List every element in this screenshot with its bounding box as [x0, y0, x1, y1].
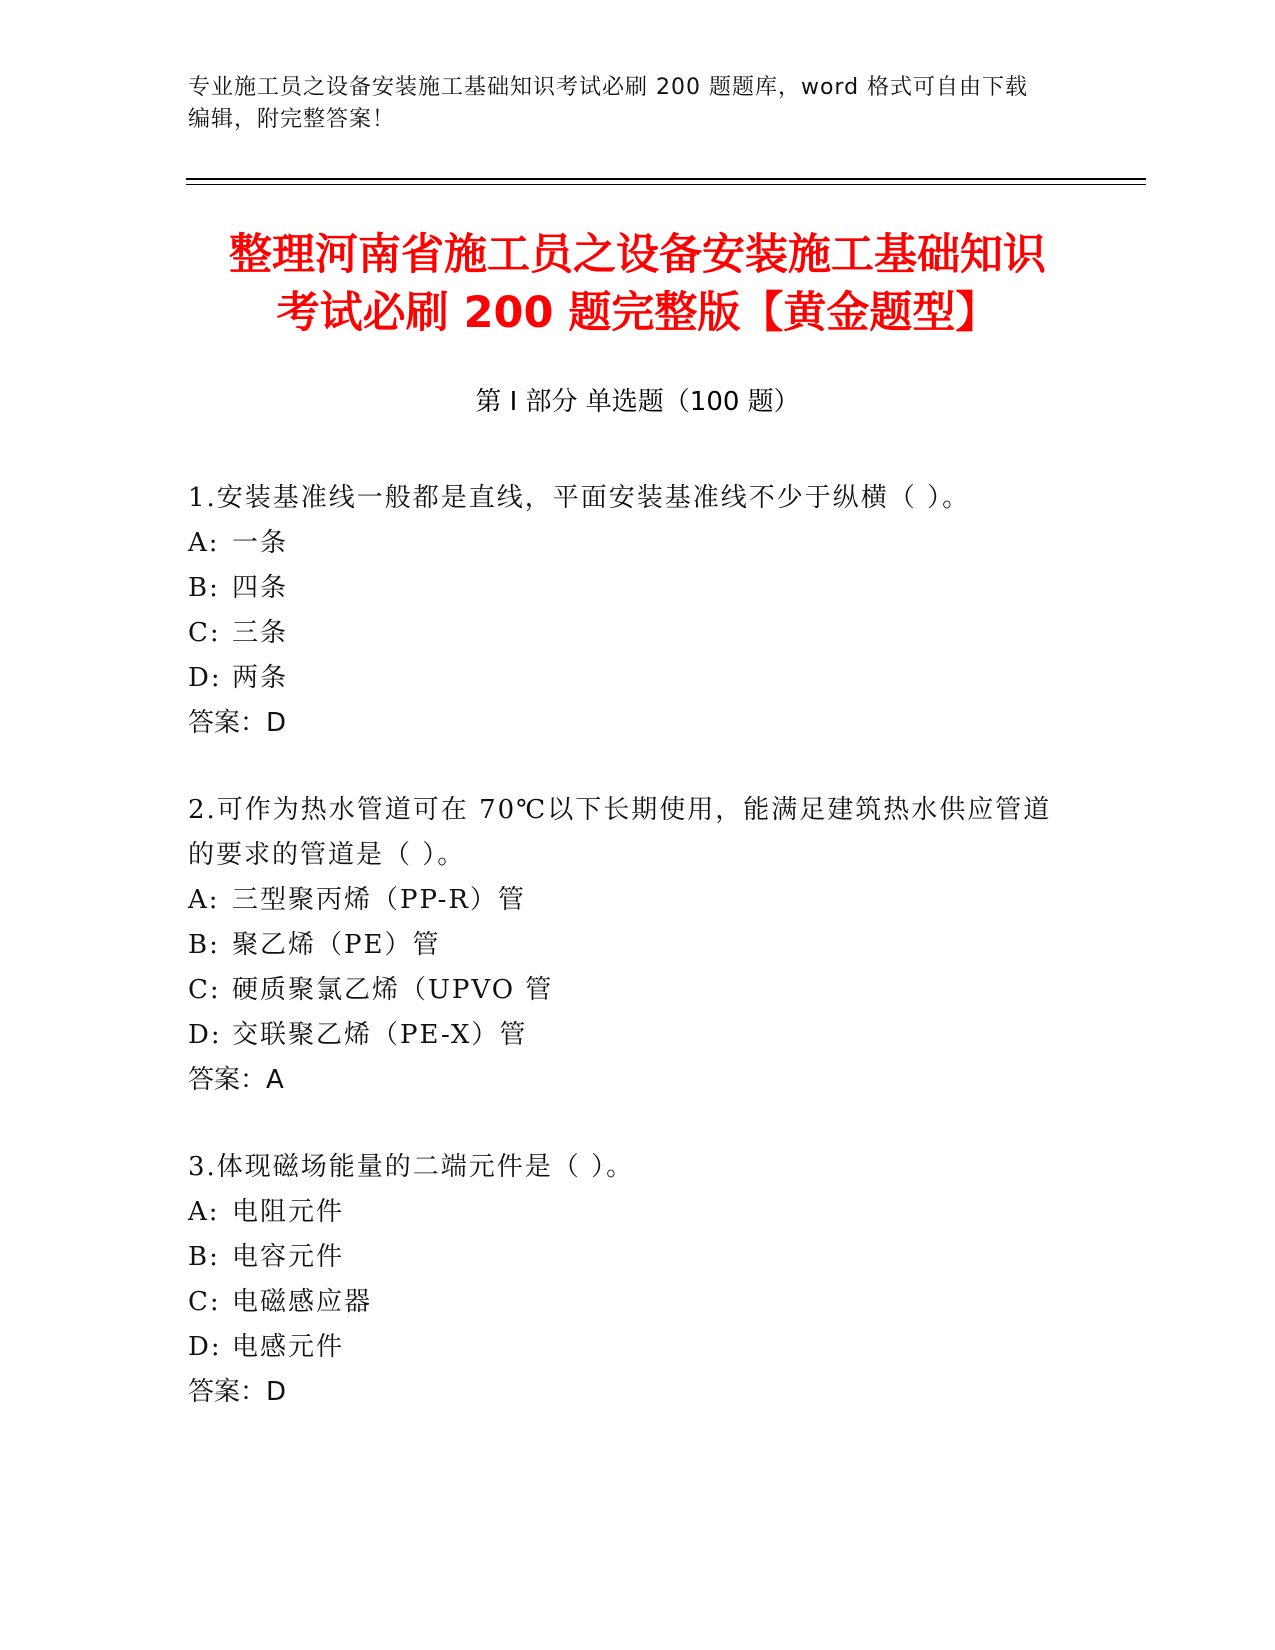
header-divider-thick: [186, 178, 1146, 180]
option-a: [188, 521, 1088, 566]
option-key: D:: [188, 1020, 222, 1050]
option-key: B:: [188, 1242, 220, 1272]
question-stem: 3.体现磁场能量的二端元件是（ ）。: [188, 1152, 635, 1182]
question-item: [188, 1145, 1088, 1415]
option-text: 三条: [232, 618, 289, 648]
option-a: [188, 878, 1088, 923]
option-key: D:: [188, 1332, 222, 1362]
question-item: [188, 788, 1088, 1103]
header-divider-thin: [186, 184, 1146, 185]
option-key: A:: [188, 885, 220, 915]
question-item: [188, 476, 1088, 746]
section-heading: 第 I 部分 单选题（100 题）: [475, 387, 800, 417]
answer-line: 答案：A: [188, 1065, 284, 1095]
option-key: D:: [188, 663, 222, 693]
option-text: 电容元件: [232, 1242, 345, 1272]
title-line: 整理河南省施工员之设备安装施工基础知识: [229, 230, 1046, 280]
option-b: [188, 566, 1088, 611]
option-d: [188, 1013, 1088, 1058]
document-title: [140, 226, 1135, 342]
option-c: [188, 611, 1088, 656]
option-text: 一条: [232, 528, 289, 558]
option-text: 电感元件: [232, 1332, 345, 1362]
option-text: 聚乙烯（PE）管: [232, 930, 441, 960]
option-b: [188, 1235, 1088, 1280]
answer-line: 答案：D: [188, 1377, 287, 1407]
option-text: 电磁感应器: [232, 1287, 373, 1317]
question-stem: 2.可作为热水管道可在 70℃以下长期使用，能满足建筑热水供应管道: [188, 795, 1052, 825]
title-line: 考试必刷 200 题完整版【黄金题型】: [276, 288, 999, 338]
option-text: 四条: [232, 573, 289, 603]
option-key: C:: [188, 1287, 221, 1317]
option-b: [188, 923, 1088, 968]
option-c: [188, 1280, 1088, 1325]
option-key: B:: [188, 573, 220, 603]
option-d: [188, 1325, 1088, 1370]
question-stem-continued: 的要求的管道是（ ）。: [188, 840, 466, 870]
option-c: [188, 968, 1088, 1013]
option-key: C:: [188, 975, 221, 1005]
option-text: 两条: [232, 663, 289, 693]
option-key: C:: [188, 618, 221, 648]
option-key: A:: [188, 1197, 220, 1227]
header-note-line: 专业施工员之设备安装施工基础知识考试必刷 200 题题库，word 格式可自由下载: [188, 75, 1029, 100]
answer-line: 答案：D: [188, 708, 287, 738]
question-stem: 1.安装基准线一般都是直线，平面安装基准线不少于纵横（ ）。: [188, 483, 971, 513]
option-text: 交联聚乙烯（PE-X）管: [232, 1020, 528, 1050]
option-key: B:: [188, 930, 220, 960]
option-text: 电阻元件: [232, 1197, 345, 1227]
option-d: [188, 656, 1088, 701]
option-text: 硬质聚氯乙烯（UPVO 管: [232, 975, 554, 1005]
header-note-line: 编辑，附完整答案！: [188, 107, 396, 132]
option-text: 三型聚丙烯（PP-R）管: [232, 885, 526, 915]
header-note: [188, 72, 1088, 136]
option-key: A:: [188, 528, 220, 558]
question-list: [188, 476, 1088, 1457]
option-a: [188, 1190, 1088, 1235]
